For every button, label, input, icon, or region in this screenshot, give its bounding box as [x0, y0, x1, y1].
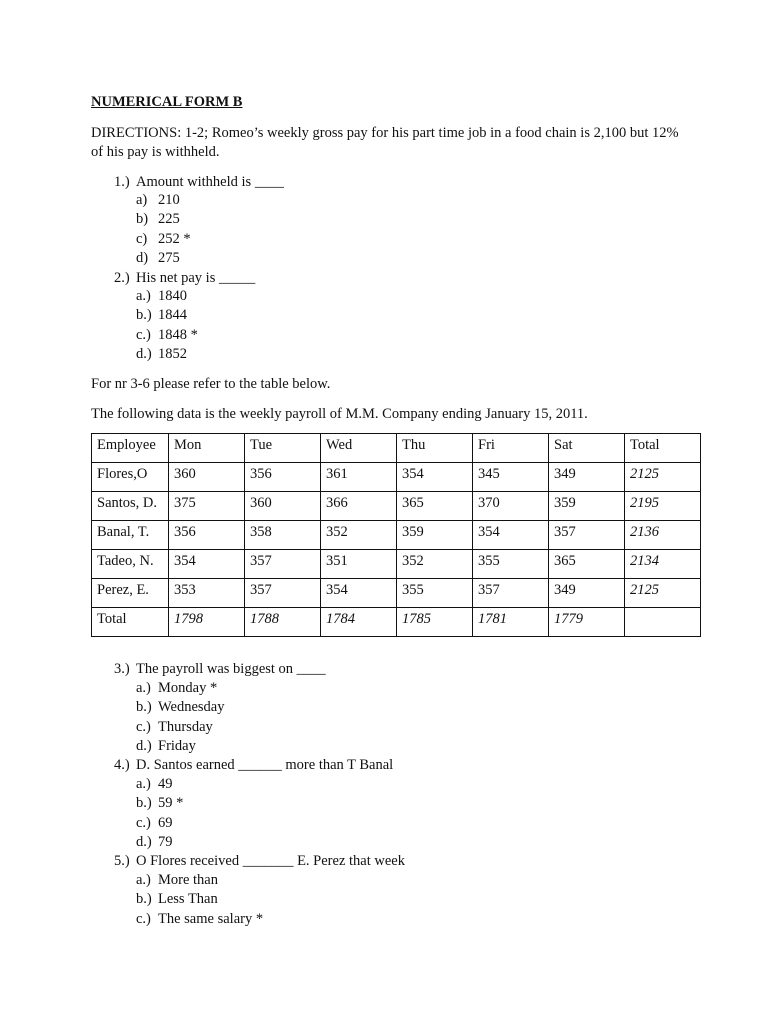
- question-3-options: [136, 679, 224, 756]
- table-cell: 355: [473, 550, 549, 579]
- question-4: [114, 756, 393, 775]
- document-title: NUMERICAL FORM B: [91, 94, 243, 110]
- table-cell: Santos, D.: [92, 492, 169, 521]
- option-text: The same salary *: [158, 910, 264, 927]
- option-text: 1844: [158, 307, 187, 324]
- option-text: Thursday: [158, 718, 213, 735]
- question-text: His net pay is _____: [136, 270, 256, 286]
- table-header-row: [92, 434, 701, 463]
- table-cell: 2125: [625, 579, 701, 608]
- option-item: [136, 249, 191, 268]
- option-item: [136, 737, 224, 756]
- refer-note: For nr 3-6 please refer to the table below.: [91, 376, 331, 392]
- option-text: Friday: [158, 737, 196, 754]
- table-cell: 357: [549, 521, 625, 550]
- option-item: [136, 698, 224, 717]
- table-cell: Total: [92, 608, 169, 637]
- option-letter: c.): [136, 814, 151, 831]
- table-header-cell: Total: [625, 434, 701, 463]
- option-letter: d.): [136, 345, 152, 362]
- question-2-options: [136, 287, 198, 364]
- table-cell: 359: [397, 521, 473, 550]
- table-cell: 1798: [169, 608, 245, 637]
- table-cell: 354: [397, 463, 473, 492]
- table-header-cell: Sat: [549, 434, 625, 463]
- table-header-cell: Fri: [473, 434, 549, 463]
- option-item: [136, 191, 191, 210]
- table-cell: 2125: [625, 463, 701, 492]
- option-letter: b.): [136, 891, 152, 908]
- question-number: 2.): [114, 270, 130, 286]
- option-item: [136, 890, 263, 909]
- option-text: Monday *: [158, 680, 218, 696]
- question-5: [114, 852, 405, 871]
- table-cell: 1788: [245, 608, 321, 637]
- directions-text: DIRECTIONS: 1-2; Romeo’s weekly gross pay for his part time job in a food chain is 2,100 but 12% of his pay is withheld.: [91, 125, 679, 160]
- option-text: 59 *: [158, 795, 184, 812]
- option-item: [136, 230, 191, 249]
- table-cell: 357: [245, 579, 321, 608]
- table-row: [92, 492, 701, 521]
- table-cell: 366: [321, 492, 397, 521]
- option-letter: a.): [136, 872, 151, 888]
- table-header-cell: Wed: [321, 434, 397, 463]
- table-caption: The following data is the weekly payroll of M.M. Company ending January 15, 2011.: [91, 406, 588, 422]
- option-text: More than: [158, 872, 218, 888]
- option-letter: c.): [136, 910, 151, 927]
- table-cell: 360: [169, 463, 245, 492]
- table-row: [92, 521, 701, 550]
- question-number: 4.): [114, 757, 130, 773]
- table-cell: 359: [549, 492, 625, 521]
- table-cell: 345: [473, 463, 549, 492]
- option-text: 1848 *: [158, 326, 198, 343]
- option-letter: c.): [136, 326, 151, 343]
- option-item: [136, 794, 183, 813]
- option-item: [136, 306, 198, 325]
- table-cell: 361: [321, 463, 397, 492]
- question-text: O Flores received _______ E. Perez that week: [136, 853, 405, 869]
- table-cell: 349: [549, 579, 625, 608]
- table-cell: 2195: [625, 492, 701, 521]
- option-letter: b): [136, 211, 149, 228]
- table-cell: Banal, T.: [92, 521, 169, 550]
- question-1: [114, 173, 284, 192]
- table-cell: 1784: [321, 608, 397, 637]
- table-cell: 354: [473, 521, 549, 550]
- table-row: [92, 550, 701, 579]
- option-text: Wednesday: [158, 699, 225, 716]
- question-text: Amount withheld is ____: [136, 174, 284, 190]
- table-cell: 352: [321, 521, 397, 550]
- question-4-options: [136, 775, 183, 852]
- option-letter: b.): [136, 307, 152, 324]
- option-item: [136, 871, 263, 890]
- table-cell: 357: [245, 550, 321, 579]
- question-number: 3.): [114, 661, 130, 677]
- table-cell: 349: [549, 463, 625, 492]
- table-cell: 354: [321, 579, 397, 608]
- table-cell: 1779: [549, 608, 625, 637]
- table-cell: 2134: [625, 550, 701, 579]
- table-cell: 370: [473, 492, 549, 521]
- option-text: 210: [158, 192, 180, 208]
- option-item: [136, 287, 198, 306]
- option-text: 49: [158, 776, 173, 792]
- option-item: [136, 833, 183, 852]
- table-cell: 352: [397, 550, 473, 579]
- option-letter: c): [136, 230, 148, 247]
- table-cell: 357: [473, 579, 549, 608]
- option-item: [136, 210, 191, 229]
- option-item: [136, 345, 198, 364]
- option-text: 275: [158, 249, 180, 266]
- option-letter: b.): [136, 795, 152, 812]
- table-cell: 358: [245, 521, 321, 550]
- table-cell: 356: [169, 521, 245, 550]
- option-letter: b.): [136, 699, 152, 716]
- question-number: 5.): [114, 853, 130, 869]
- table-cell: 365: [397, 492, 473, 521]
- option-item: [136, 679, 224, 698]
- table-cell: Flores,O: [92, 463, 169, 492]
- option-letter: a.): [136, 288, 151, 304]
- question-2: [114, 269, 255, 288]
- option-text: 1840: [158, 288, 187, 304]
- question-text: The payroll was biggest on ____: [136, 661, 326, 677]
- table-cell: Tadeo, N.: [92, 550, 169, 579]
- question-1-options: [136, 191, 191, 268]
- option-letter: a.): [136, 776, 151, 792]
- option-letter: c.): [136, 718, 151, 735]
- option-text: 79: [158, 833, 173, 850]
- question-3: [114, 660, 326, 679]
- table-cell: 365: [549, 550, 625, 579]
- option-letter: a.): [136, 680, 151, 696]
- table-header-cell: Thu: [397, 434, 473, 463]
- table-row: [92, 463, 701, 492]
- table-cell: 355: [397, 579, 473, 608]
- option-text: 252 *: [158, 230, 191, 247]
- option-item: [136, 718, 224, 737]
- table-cell: 375: [169, 492, 245, 521]
- table-cell: 1785: [397, 608, 473, 637]
- option-letter: d.): [136, 833, 152, 850]
- option-text: Less Than: [158, 891, 218, 908]
- option-letter: d.): [136, 737, 152, 754]
- option-letter: d): [136, 249, 149, 266]
- table-cell: 354: [169, 550, 245, 579]
- option-item: [136, 326, 198, 345]
- table-header-cell: Tue: [245, 434, 321, 463]
- option-item: [136, 814, 183, 833]
- option-text: 69: [158, 814, 173, 831]
- option-text: 1852: [158, 345, 187, 362]
- question-text: D. Santos earned ______ more than T Banal: [136, 757, 394, 773]
- table-cell: 360: [245, 492, 321, 521]
- table-cell: 1781: [473, 608, 549, 637]
- table-cell: 351: [321, 550, 397, 579]
- option-item: [136, 775, 183, 794]
- option-item: [136, 910, 263, 929]
- option-letter: a): [136, 192, 148, 208]
- option-text: 225: [158, 211, 180, 228]
- table-header-cell: Employee: [92, 434, 169, 463]
- question-number: 1.): [114, 174, 130, 190]
- table-cell: 353: [169, 579, 245, 608]
- table-cell: Perez, E.: [92, 579, 169, 608]
- table-cell: 356: [245, 463, 321, 492]
- payroll-table: [91, 433, 701, 637]
- table-cell: [625, 608, 701, 637]
- table-cell: 2136: [625, 521, 701, 550]
- question-5-options: [136, 871, 263, 929]
- table-row: [92, 579, 701, 608]
- table-total-row: [92, 608, 701, 637]
- table-header-cell: Mon: [169, 434, 245, 463]
